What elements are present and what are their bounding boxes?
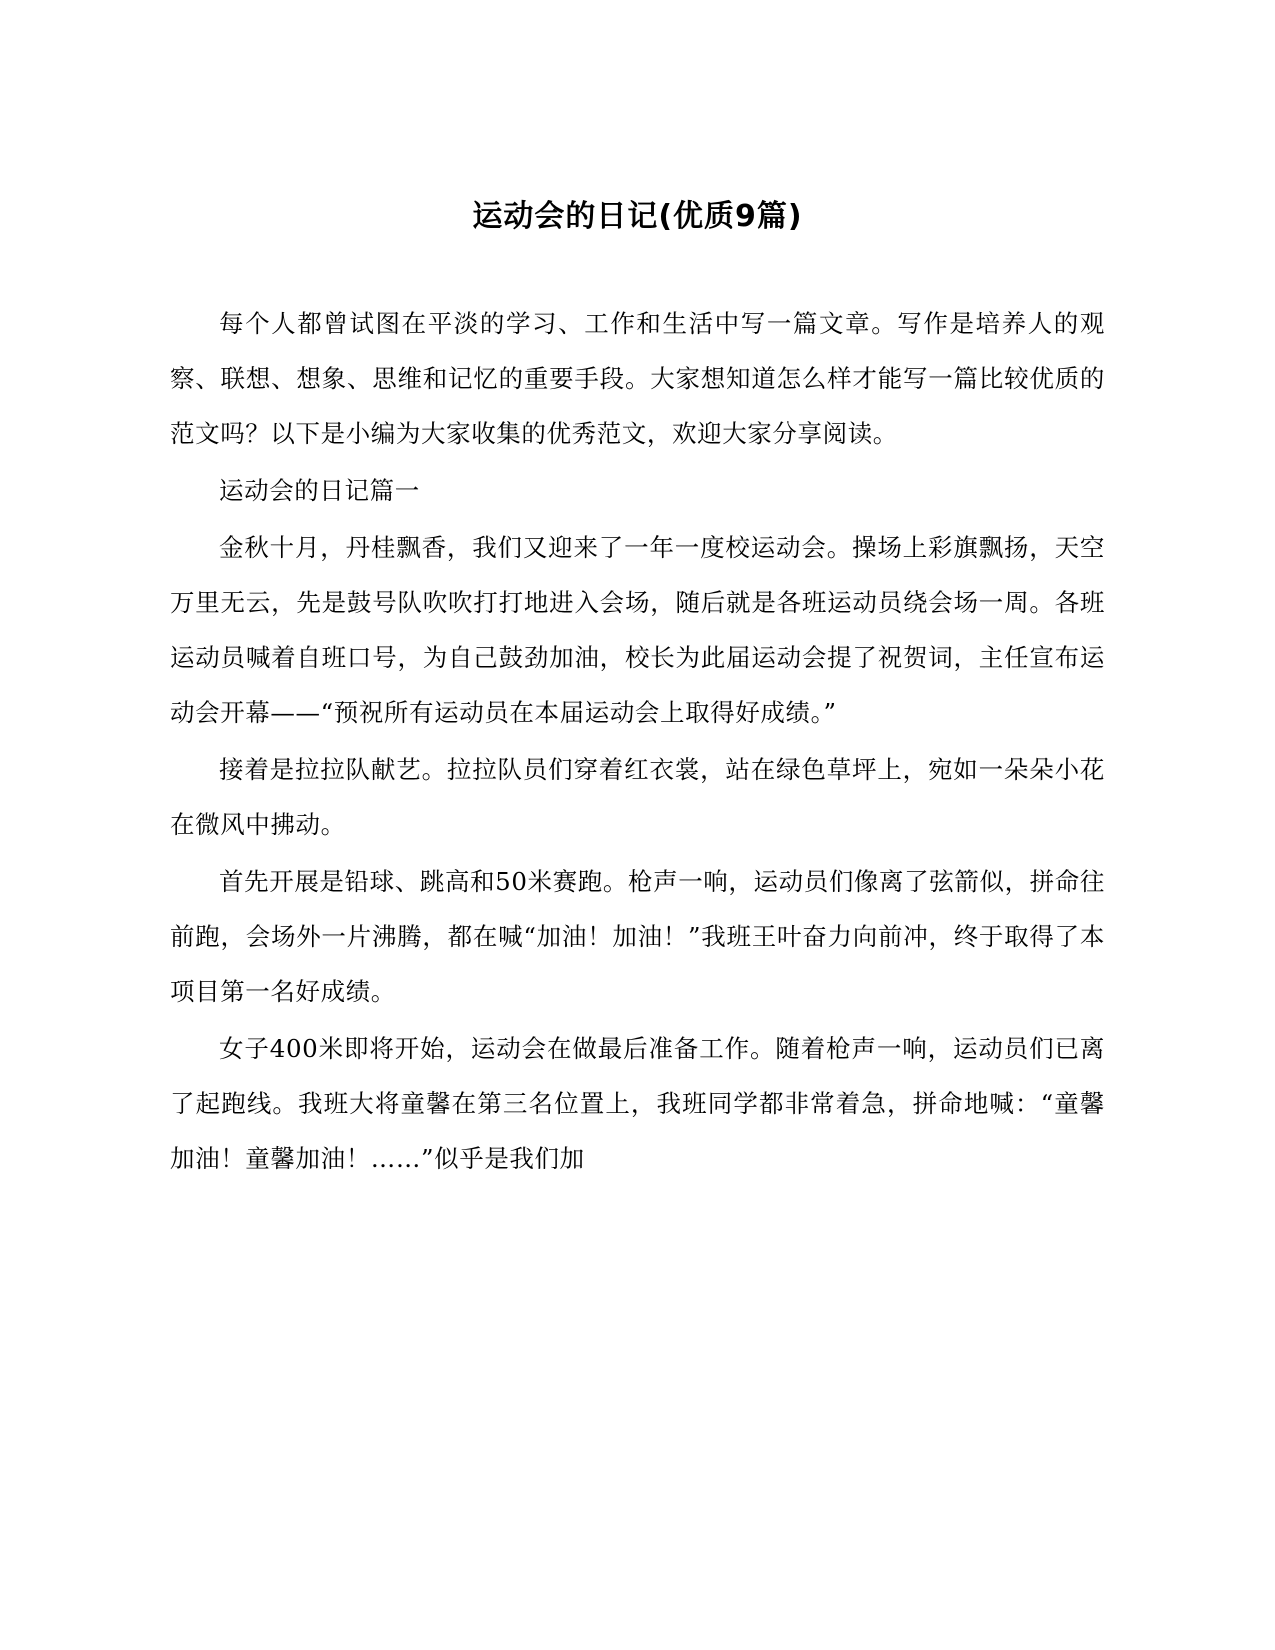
page-title: 运动会的日记(优质9篇): [472, 199, 803, 234]
paragraph-opening-ceremony: 金秋十月，丹桂飘香，我们又迎来了一年一度校运动会。操场上彩旗飘扬，天空万里无云，先是鼓号队吹吹打打地进入会场，随后就是各班运动员绕会场一周。各班运动员喊着自班口号，为自己鼓劲加油，校长为此届运动会提了祝贺词，主任宣布运动会开幕——“预祝所有运动员在本届运动会上取得好成绩。”: [170, 533, 1105, 727]
paragraph-women-400m: 女子400米即将开始，运动会在做最后准备工作。随着枪声一响，运动员们已离了起跑线。我班大将童馨在第三名位置上，我班同学都非常着急，拼命地喊：“童馨加油！童馨加油！……”似乎是我们加: [170, 1034, 1105, 1173]
document-body: [170, 296, 1105, 1186]
paragraph-cheerleaders: 接着是拉拉队献艺。拉拉队员们穿着红衣裳，站在绿色草坪上，宛如一朵朵小花在微风中拂动。: [170, 755, 1105, 839]
section-heading-1: 运动会的日记篇一: [219, 476, 420, 505]
intro-paragraph: 每个人都曾试图在平淡的学习、工作和生活中写一篇文章。写作是培养人的观察、联想、想象、思维和记忆的重要手段。大家想知道怎么样才能写一篇比较优质的范文吗？以下是小编为大家收集的优秀范文，欢迎大家分享阅读。: [170, 309, 1105, 448]
paragraph-shotput-highjump: 首先开展是铅球、跳高和50米赛跑。枪声一响，运动员们像离了弦箭似，拼命往前跑，会场外一片沸腾，都在喊“加油！加油！”我班王叶奋力向前冲，终于取得了本项目第一名好成绩。: [170, 867, 1105, 1006]
